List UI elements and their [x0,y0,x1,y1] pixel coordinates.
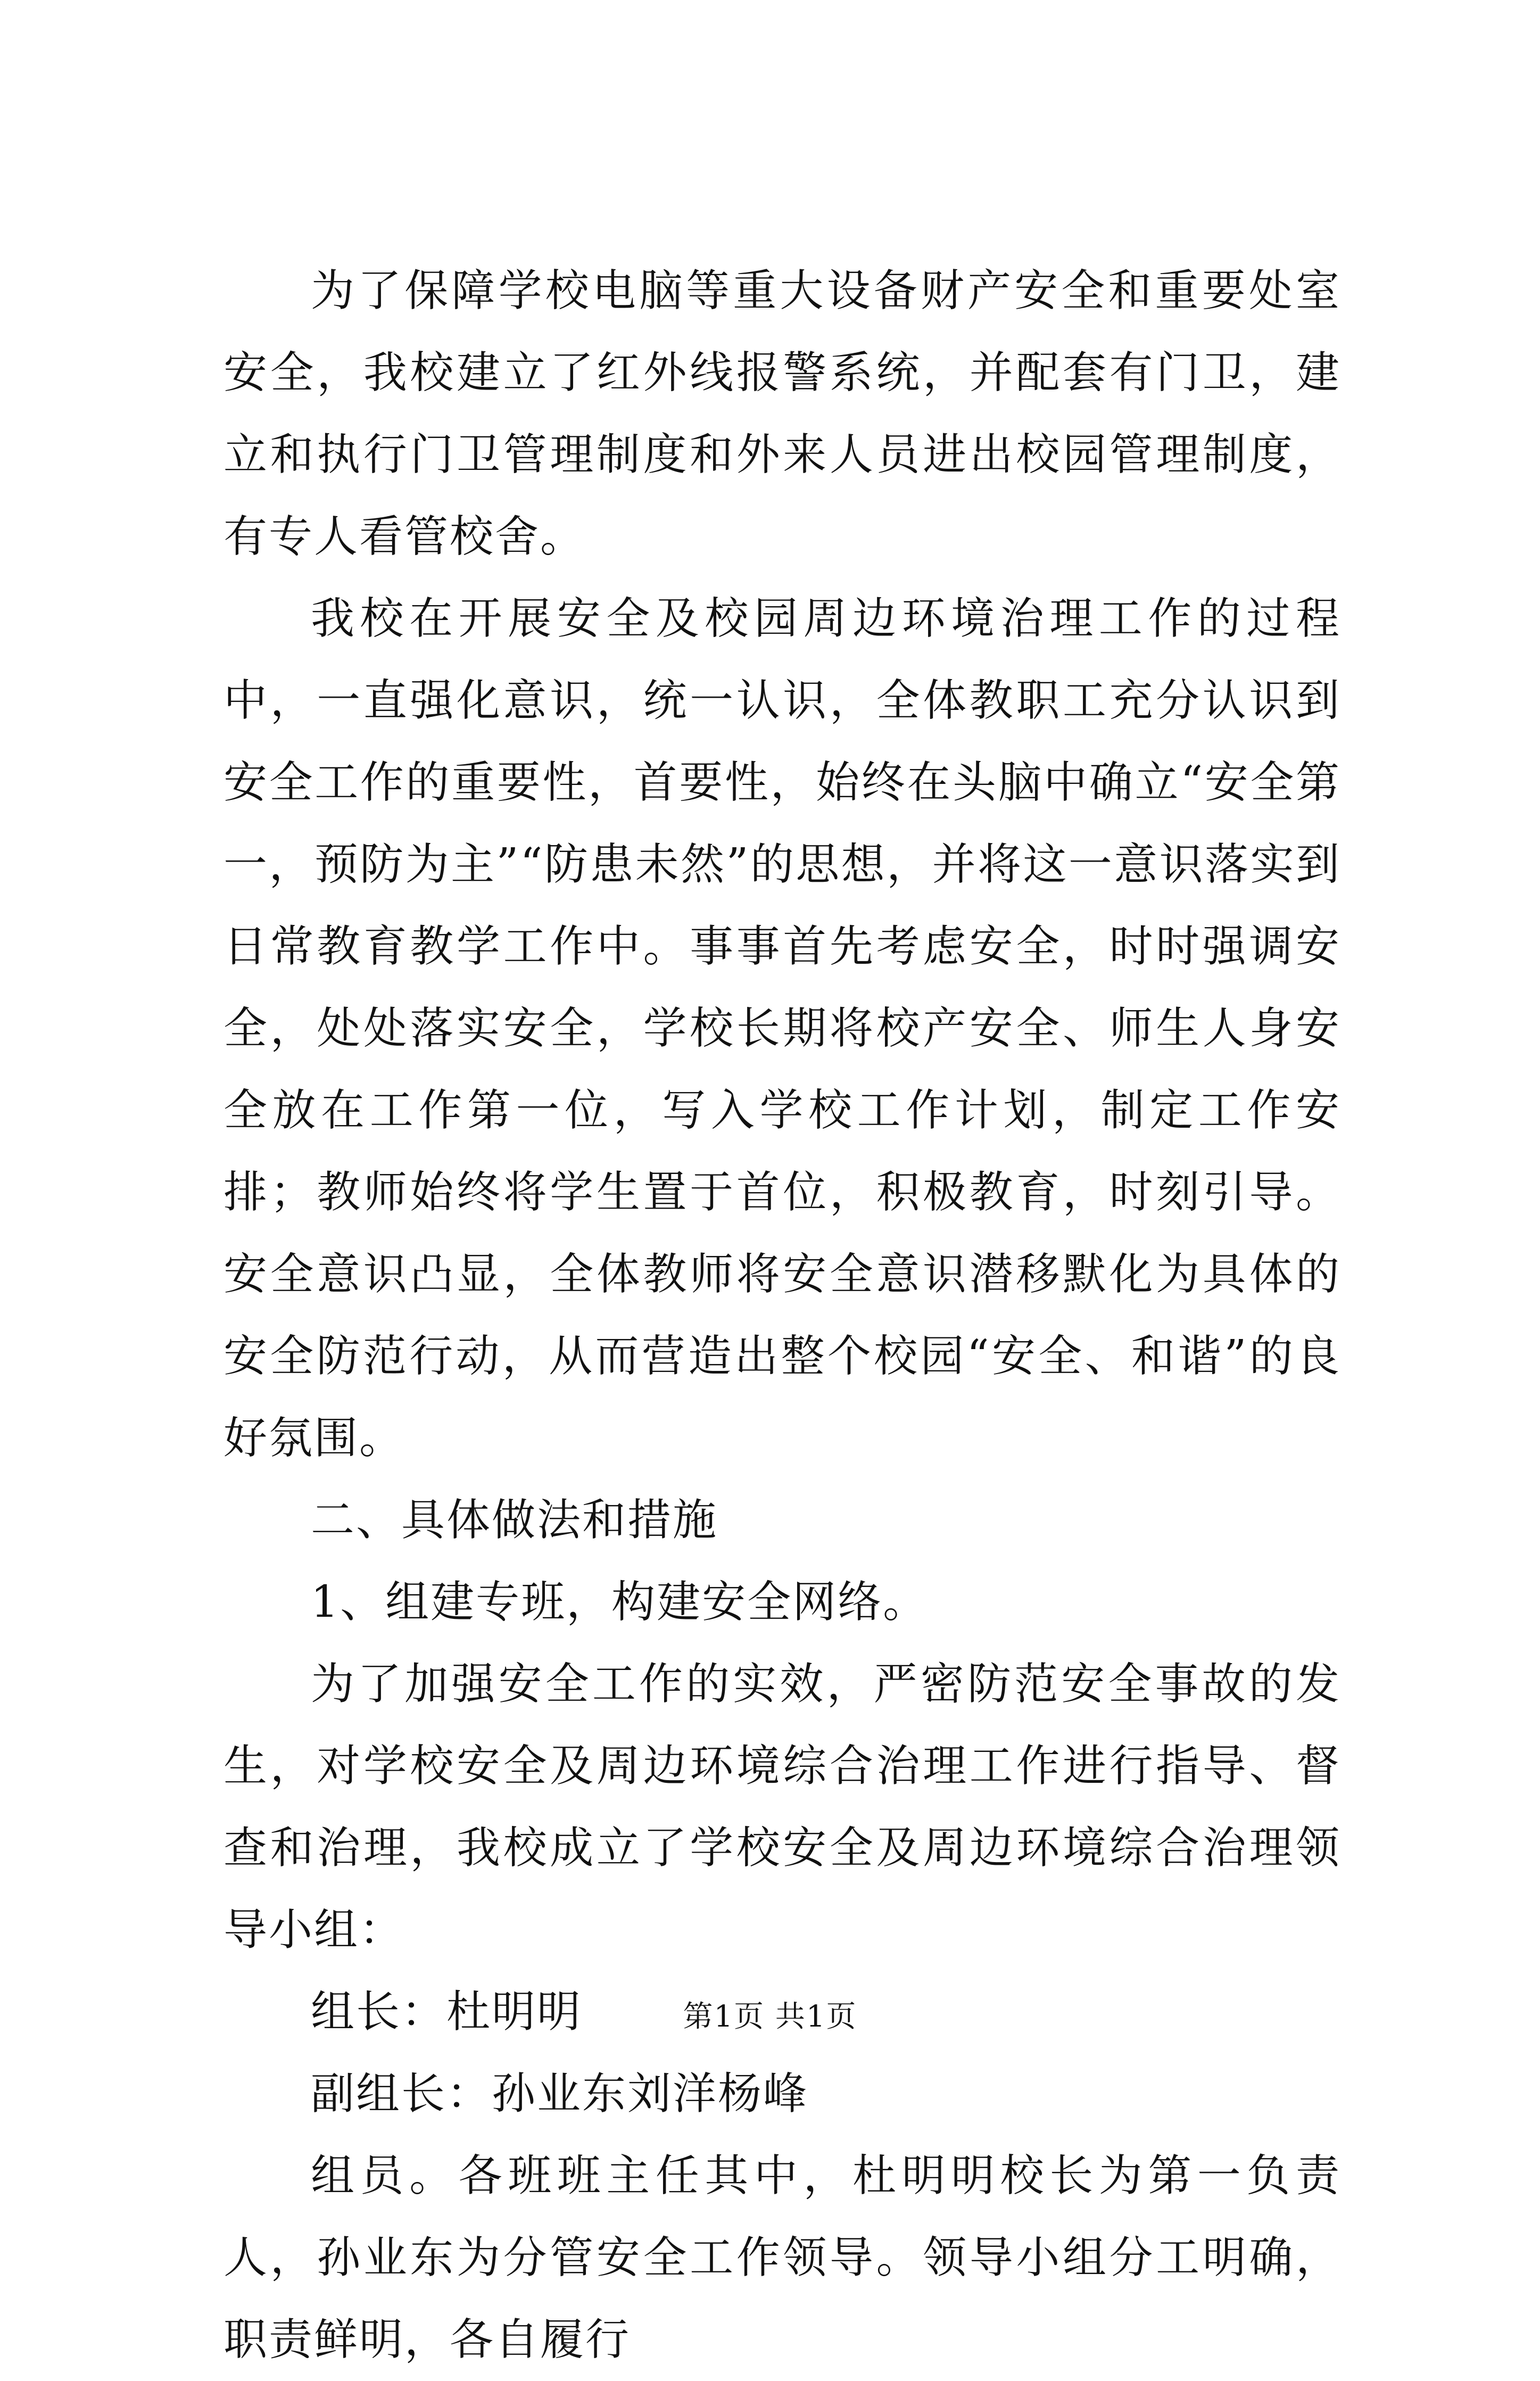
deputy-leader-line: 副组长：孙业东刘洋杨峰 [311,2069,809,2119]
group-members-paragraph: 组员。各班班主任其中，杜明明校长为第一负责人，孙业东为分管安全工作领导。领导小组分工明确，职责鲜明，各自履行 [223,2151,1341,2365]
paragraph-leadership-group: 为了加强安全工作的实效，严密防范安全事故的发生，对学校安全及周边环境综合治理工作进行指导、督查和治理，我校成立了学校安全及周边环境综合治理领导小组： [223,1659,1341,1955]
paragraph-security-system: 为了保障学校电脑等重大设备财产安全和重要处室安全，我校建立了红外线报警系统，并配套有门卫，建立和执行门卫管理制度和外来人员进出校园管理制度，有专人看管校舍。 [223,266,1341,562]
group-leader-line: 组长：杜明明 [311,1987,583,2037]
document-body [223,250,1341,2381]
section-heading-measures: 二、具体做法和措施 [311,1495,718,1545]
subheading-safety-network: 1、组建专班，构建安全网络。 [311,1577,929,1627]
paragraph-safety-awareness: 我校在开展安全及校园周边环境治理工作的过程中，一直强化意识，统一认识，全体教职工充分认识到安全工作的重要性，首要性，始终在头脑中确立“安全第一，预防为主”“防患未然”的思想，并将这一意识落实到日常教育教学工作中。事事首先考虑安全，时时强调安全，处处落实安全，学校长期将校产安全、师生人身安全放在工作第一位，写入学校工作计划，制定工作安排；教师始终将学生置于首位，积极教育，时刻引导。安全意识凸显，全体教师将安全意识潜移默化为具体的安全防范行动，从而营造出整个校园“安全、和谐”的良好氛围。 [223,593,1341,1464]
page-footer: 第1页 共1页 [683,1999,857,2034]
